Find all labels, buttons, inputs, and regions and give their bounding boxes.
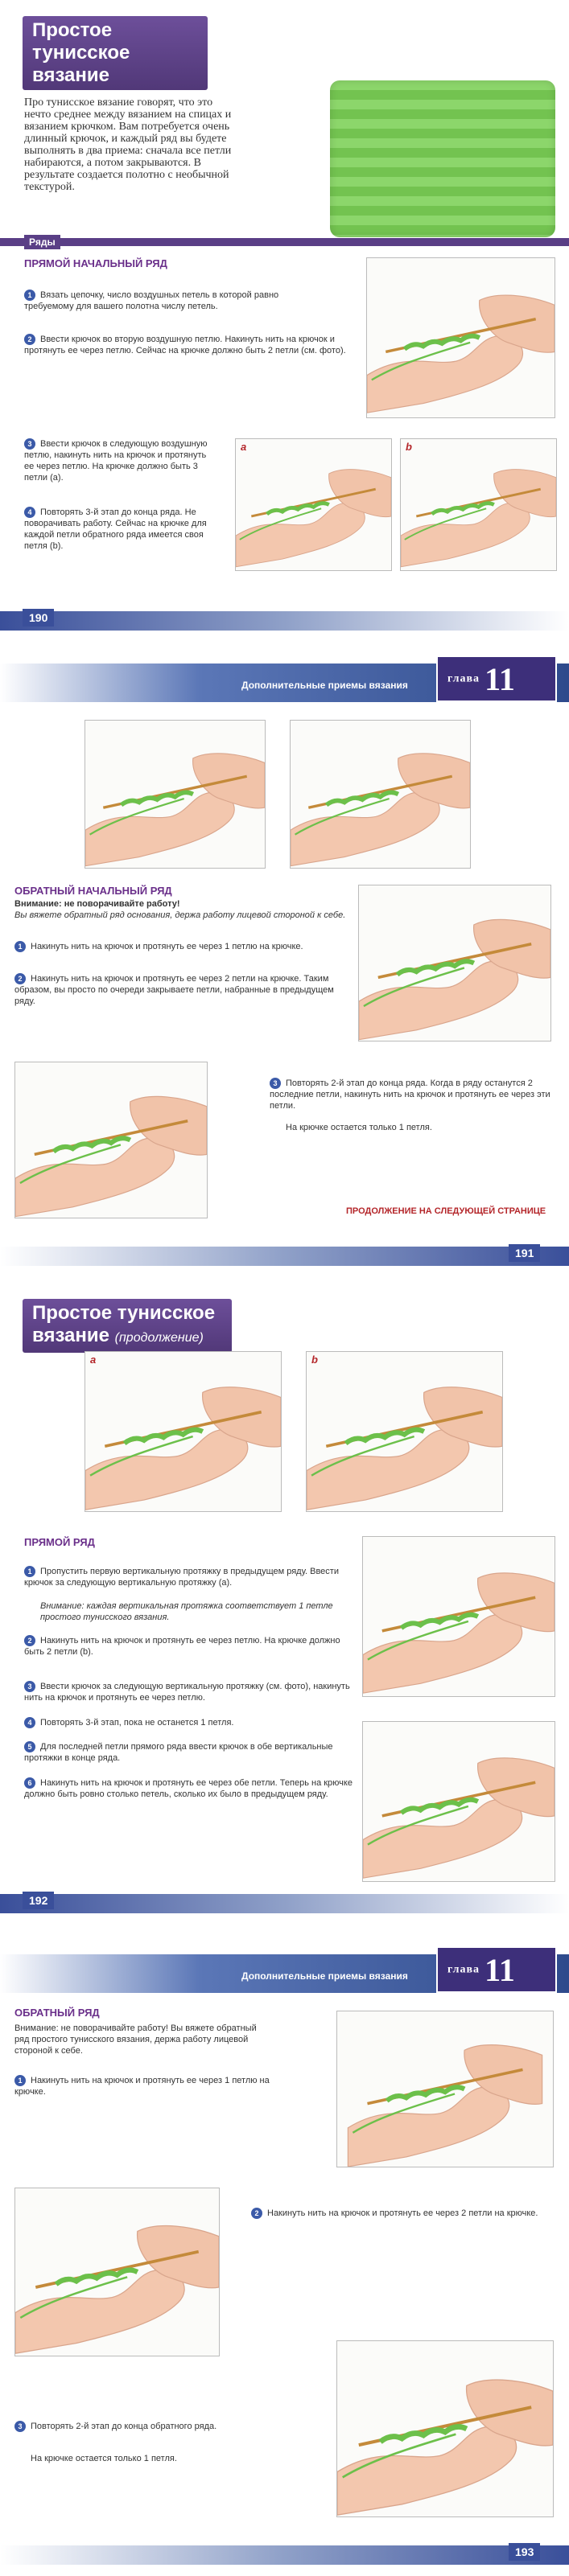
- final-note: На крючке остается только 1 петля.: [31, 2454, 177, 2463]
- photo-step-3: [362, 1721, 555, 1882]
- final-note: На крючке остается только 1 петля.: [286, 1123, 432, 1132]
- section-heading: ПРЯМОЙ РЯД: [24, 1536, 95, 1548]
- page-title: Простое тунисское вязание: [23, 16, 208, 90]
- photo-a: [235, 438, 392, 571]
- note: Внимание: не поворачивайте работу! Вы вяжете обратный ряд простого тунисского вязания, держа работу лицевой стороной к себе.: [14, 2023, 257, 2056]
- chapter-header-text: Дополнительные приемы вязания: [241, 680, 408, 691]
- footer-band: [0, 1247, 569, 1266]
- photo-top-right: [290, 720, 471, 869]
- photo-label-a: a: [90, 1354, 97, 1366]
- step-1: 1 Накинуть нить на крючок и протянуть ее через 1 петлю на крючке.: [14, 2076, 270, 2097]
- chapter-header-text: Дополнительные приемы вязания: [241, 1970, 408, 1982]
- photo-step-1: [362, 1536, 555, 1697]
- photo-top-left: [85, 720, 266, 869]
- photo-label-a: a: [241, 441, 247, 453]
- step-number: 3: [270, 1078, 281, 1089]
- step-number: 1: [14, 941, 26, 952]
- step-2: 2 Накинуть нить на крючок и протянуть ее через петлю. На крючке должно быть 2 петли (b).: [24, 1636, 340, 1657]
- step-1: 1 Пропустить первую вертикальную протяжку в предыдущем ряду. Ввести крючок за следующую вертикальную протяжку (а).: [24, 1567, 339, 1588]
- photo-step-3: [336, 2340, 554, 2517]
- step-number: 4: [24, 1717, 35, 1728]
- step-2: 2 Накинуть нить на крючок и протянуть ее через 2 петли на крючке. Таким образом, вы просто по очереди закрываете петли, набранные в предыдущем ряду.: [14, 974, 334, 1006]
- photo-b: [306, 1351, 503, 1512]
- footer-band: [0, 1894, 569, 1913]
- step-3: 3 Ввести крючок в следующую воздушную петлю, накинуть нить на крючок и протянуть ее через петлю. На крючке должно быть 3 петли (а).: [24, 439, 208, 483]
- step-number: 1: [24, 1566, 35, 1577]
- footer-band: [0, 611, 569, 631]
- note: Внимание: не поворачивайте работу! Вы вяжете обратный ряд основания, держа работу лицевой стороной к себе.: [14, 899, 346, 920]
- step-4: 4 Повторять 3-й этап, пока не останется 1 петля.: [24, 1717, 354, 1728]
- page-number: 190: [23, 609, 54, 627]
- photo-step-1: [336, 2011, 554, 2167]
- chapter-badge: глава 11: [436, 655, 557, 702]
- step-5: 5 Для последней петли прямого ряда ввести крючок в обе вертикальные протяжки в конце ряда.: [24, 1742, 333, 1763]
- step-number: 3: [24, 1681, 35, 1692]
- step-1: 1 Вязать цепочку, число воздушных петель в которой равно требуемому для вашего полотна числу петель.: [24, 290, 279, 311]
- knitted-swatch-image: [330, 80, 555, 237]
- step-2: 2 Накинуть нить на крючок и протянуть ее через 2 петли на крючке.: [251, 2208, 557, 2219]
- photo-b: [400, 438, 557, 571]
- step-number: 2: [24, 334, 35, 345]
- footer-band: [0, 2545, 569, 2565]
- photo-step-2: [366, 257, 555, 418]
- step-number: 1: [24, 290, 35, 301]
- step-number: 6: [24, 1777, 35, 1789]
- step-number: 2: [24, 1635, 35, 1646]
- note: Внимание: каждая вертикальная протяжка соответствует 1 петле простого тунисского вязания.: [40, 1601, 333, 1622]
- step-3: 3 Повторять 2-й этап до конца ряда. Когда в ряду останутся 2 последние петли, накинуть нить на крючок и протянуть ее через эти петли.: [270, 1078, 550, 1111]
- section-label: Ряды: [24, 235, 60, 249]
- step-number: 1: [14, 2075, 26, 2086]
- photo-a: [85, 1351, 282, 1512]
- continued-note: ПРОДОЛЖЕНИЕ НА СЛЕДУЮЩЕЙ СТРАНИЦЕ: [346, 1206, 546, 1216]
- intro-text: Про тунисское вязание говорят, что это нечто среднее между вязанием на спицах и вязанием крючком. Вам потребуется очень длинный крючок, и каждый ряд вы будете выполнять в два приема: сначала все петли набираются, а потом закрываются. В результате создается полотно с необычной текстурой.: [24, 97, 232, 193]
- chapter-badge: глава 11: [436, 1946, 557, 1993]
- step-number: 5: [24, 1741, 35, 1752]
- page-number: 192: [23, 1892, 54, 1909]
- step-number: 2: [251, 2208, 262, 2219]
- step-3: 3 Повторять 2-й этап до конца обратного ряда.: [14, 2421, 320, 2432]
- step-number: 3: [24, 438, 35, 450]
- page-191: [0, 639, 569, 1275]
- page-193: [0, 1922, 569, 2576]
- page-number: 193: [509, 2543, 540, 2561]
- section-heading: ПРЯМОЙ НАЧАЛЬНЫЙ РЯД: [24, 257, 167, 269]
- step-2: 2 Ввести крючок во вторую воздушную петлю. Накинуть нить на крючок и протянуть ее через петлю. Сейчас на крючке должно быть 2 петли (см. фото).: [24, 335, 346, 355]
- photo-step-1: [358, 885, 551, 1041]
- section-heading: ОБРАТНЫЙ НАЧАЛЬНЫЙ РЯД: [14, 885, 172, 897]
- photo-label-b: b: [311, 1354, 318, 1366]
- photo-step-2: [14, 2188, 220, 2356]
- step-number: 3: [14, 2421, 26, 2432]
- step-number: 2: [14, 973, 26, 984]
- step-6: 6 Накинуть нить на крючок и протянуть ее через обе петли. Теперь на крючке должно быть ровно столько петель, сколько их было в предыдущем ряду.: [24, 1778, 353, 1799]
- step-3: 3 Ввести крючок за следующую вертикальную протяжку (см. фото), накинуть нить на крючок и протянуть ее через петлю.: [24, 1682, 350, 1703]
- step-4: 4 Повторять 3-й этап до конца ряда. Не поворачивать работу. Сейчас на крючке для каждой петли обратного ряда имеется своя петля (b).: [24, 507, 207, 551]
- step-1: 1 Накинуть нить на крючок и протянуть ее через 1 петлю на крючке.: [14, 941, 353, 952]
- page-192: [0, 1275, 569, 1922]
- step-number: 4: [24, 507, 35, 518]
- section-heading: ОБРАТНЫЙ РЯД: [14, 2007, 100, 2019]
- section-band: [0, 238, 569, 246]
- page-190: [0, 0, 569, 639]
- page-title: Простое тунисское вязание (продолжение): [23, 1299, 232, 1353]
- photo-label-b: b: [406, 441, 412, 453]
- page-number: 191: [509, 1244, 540, 1262]
- photo-step-3: [14, 1062, 208, 1218]
